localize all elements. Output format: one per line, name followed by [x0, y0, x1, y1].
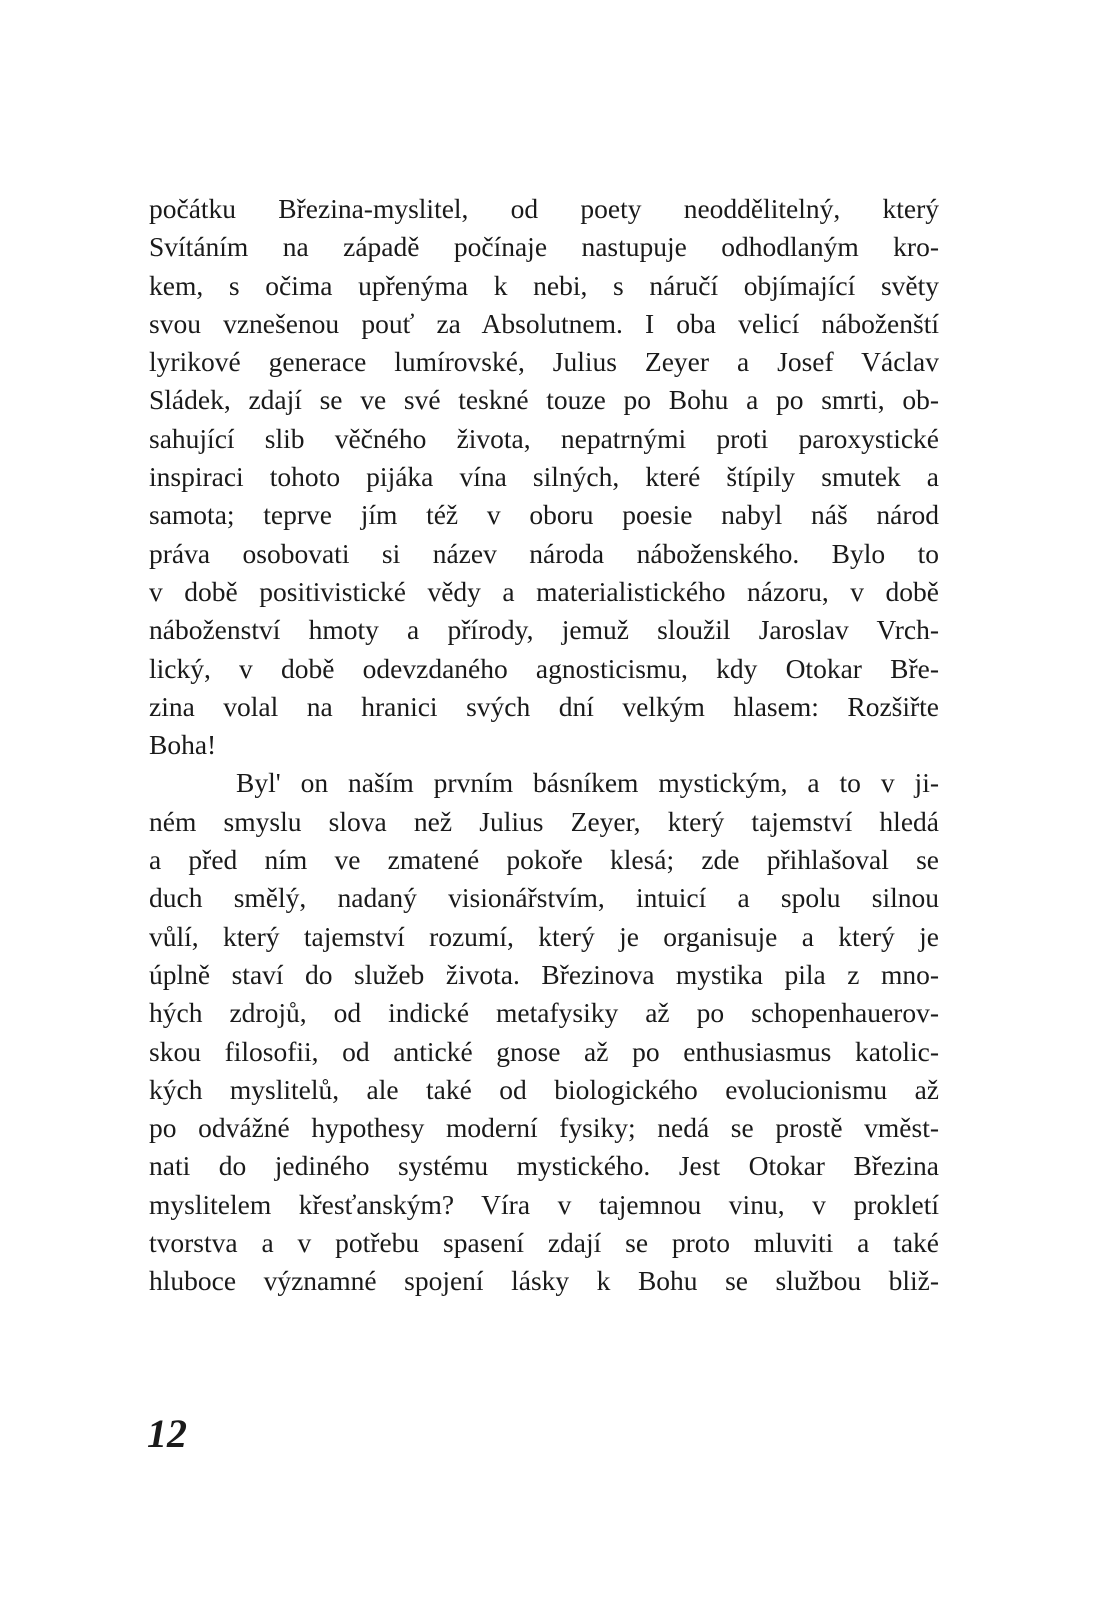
- text-line: svou vznešenou pouť za Absolutnem. I oba velicí náboženští: [149, 307, 939, 339]
- paragraph-1: [149, 190, 939, 764]
- text-line: samota; teprve jím též v oboru poesie nabyl náš národ: [149, 499, 939, 531]
- text-line: počátku Březina-myslitel, od poety neoddělitelný, který: [149, 193, 939, 224]
- text-line: Boha!: [149, 729, 217, 761]
- text-line: skou filosofii, od antické gnose až po enthusiasmus katolic-: [149, 1035, 939, 1067]
- text-line: lyrikové generace lumírovské, Julius Zeyer a Josef Václav: [149, 346, 939, 378]
- text-line: Svítáním na západě počínaje nastupuje odhodlaným kro-: [149, 231, 939, 263]
- text-line: ném smyslu slova než Julius Zeyer, který tajemství hledá: [149, 805, 939, 837]
- text-line: náboženství hmoty a přírody, jemuž sloužil Jaroslav Vrch-: [149, 614, 939, 646]
- text-line: duch smělý, nadaný visionářstvím, intuicí a spolu silnou: [149, 882, 939, 914]
- text-line: sahující slib věčného života, nepatrnými proti paroxystické: [149, 422, 939, 454]
- text-line: úplně staví do služeb života. Březinova mystika pila z mno-: [149, 958, 939, 990]
- page-number: 12: [147, 1411, 187, 1456]
- text-line: vůlí, který tajemství rozumí, který je organisuje a který je: [149, 920, 939, 952]
- text-line: po odvážné hypothesy moderní fysiky; nedá se prostě vměst-: [149, 1112, 939, 1144]
- text-line: hluboce významné spojení lásky k Bohu se službou bliž-: [149, 1265, 939, 1297]
- text-line: hých zdrojů, od indické metafysiky až po schopenhauerov-: [149, 997, 939, 1029]
- text-line: kem, s očima upřenýma k nebi, s náručí objímající světy: [149, 269, 939, 301]
- text-line: kých myslitelů, ale také od biologického evolucionismu až: [149, 1073, 939, 1105]
- text-line: práva osobovati si název národa náboženského. Bylo to: [149, 537, 939, 569]
- text-line: a před ním ve zmatené pokoře klesá; zde přihlašoval se: [149, 844, 939, 876]
- text-line: zina volal na hranici svých dní velkým hlasem: Rozšiřte: [149, 690, 939, 722]
- text-line: myslitelem křesťanským? Víra v tajemnou vinu, v prokletí: [149, 1188, 939, 1220]
- text-line: v době positivistické vědy a materialistického názoru, v době: [149, 575, 939, 607]
- paragraph-2: [149, 764, 939, 1300]
- body-text: [149, 190, 939, 1301]
- text-line: nati do jediného systému mystického. Jest Otokar Březina: [149, 1150, 939, 1182]
- text-line: Sládek, zdají se ve své teskné touze po Bohu a po smrti, ob-: [149, 384, 939, 416]
- text-line: lický, v době odevzdaného agnosticismu, kdy Otokar Bře-: [149, 652, 939, 684]
- text-line: tvorstva a v potřebu spasení zdají se proto mluviti a také: [149, 1227, 939, 1259]
- text-line: Byl' on naším prvním básníkem mystickým, a to v ji-: [236, 767, 939, 799]
- text-line: inspiraci tohoto pijáka vína silných, které štípily smutek a: [149, 461, 939, 493]
